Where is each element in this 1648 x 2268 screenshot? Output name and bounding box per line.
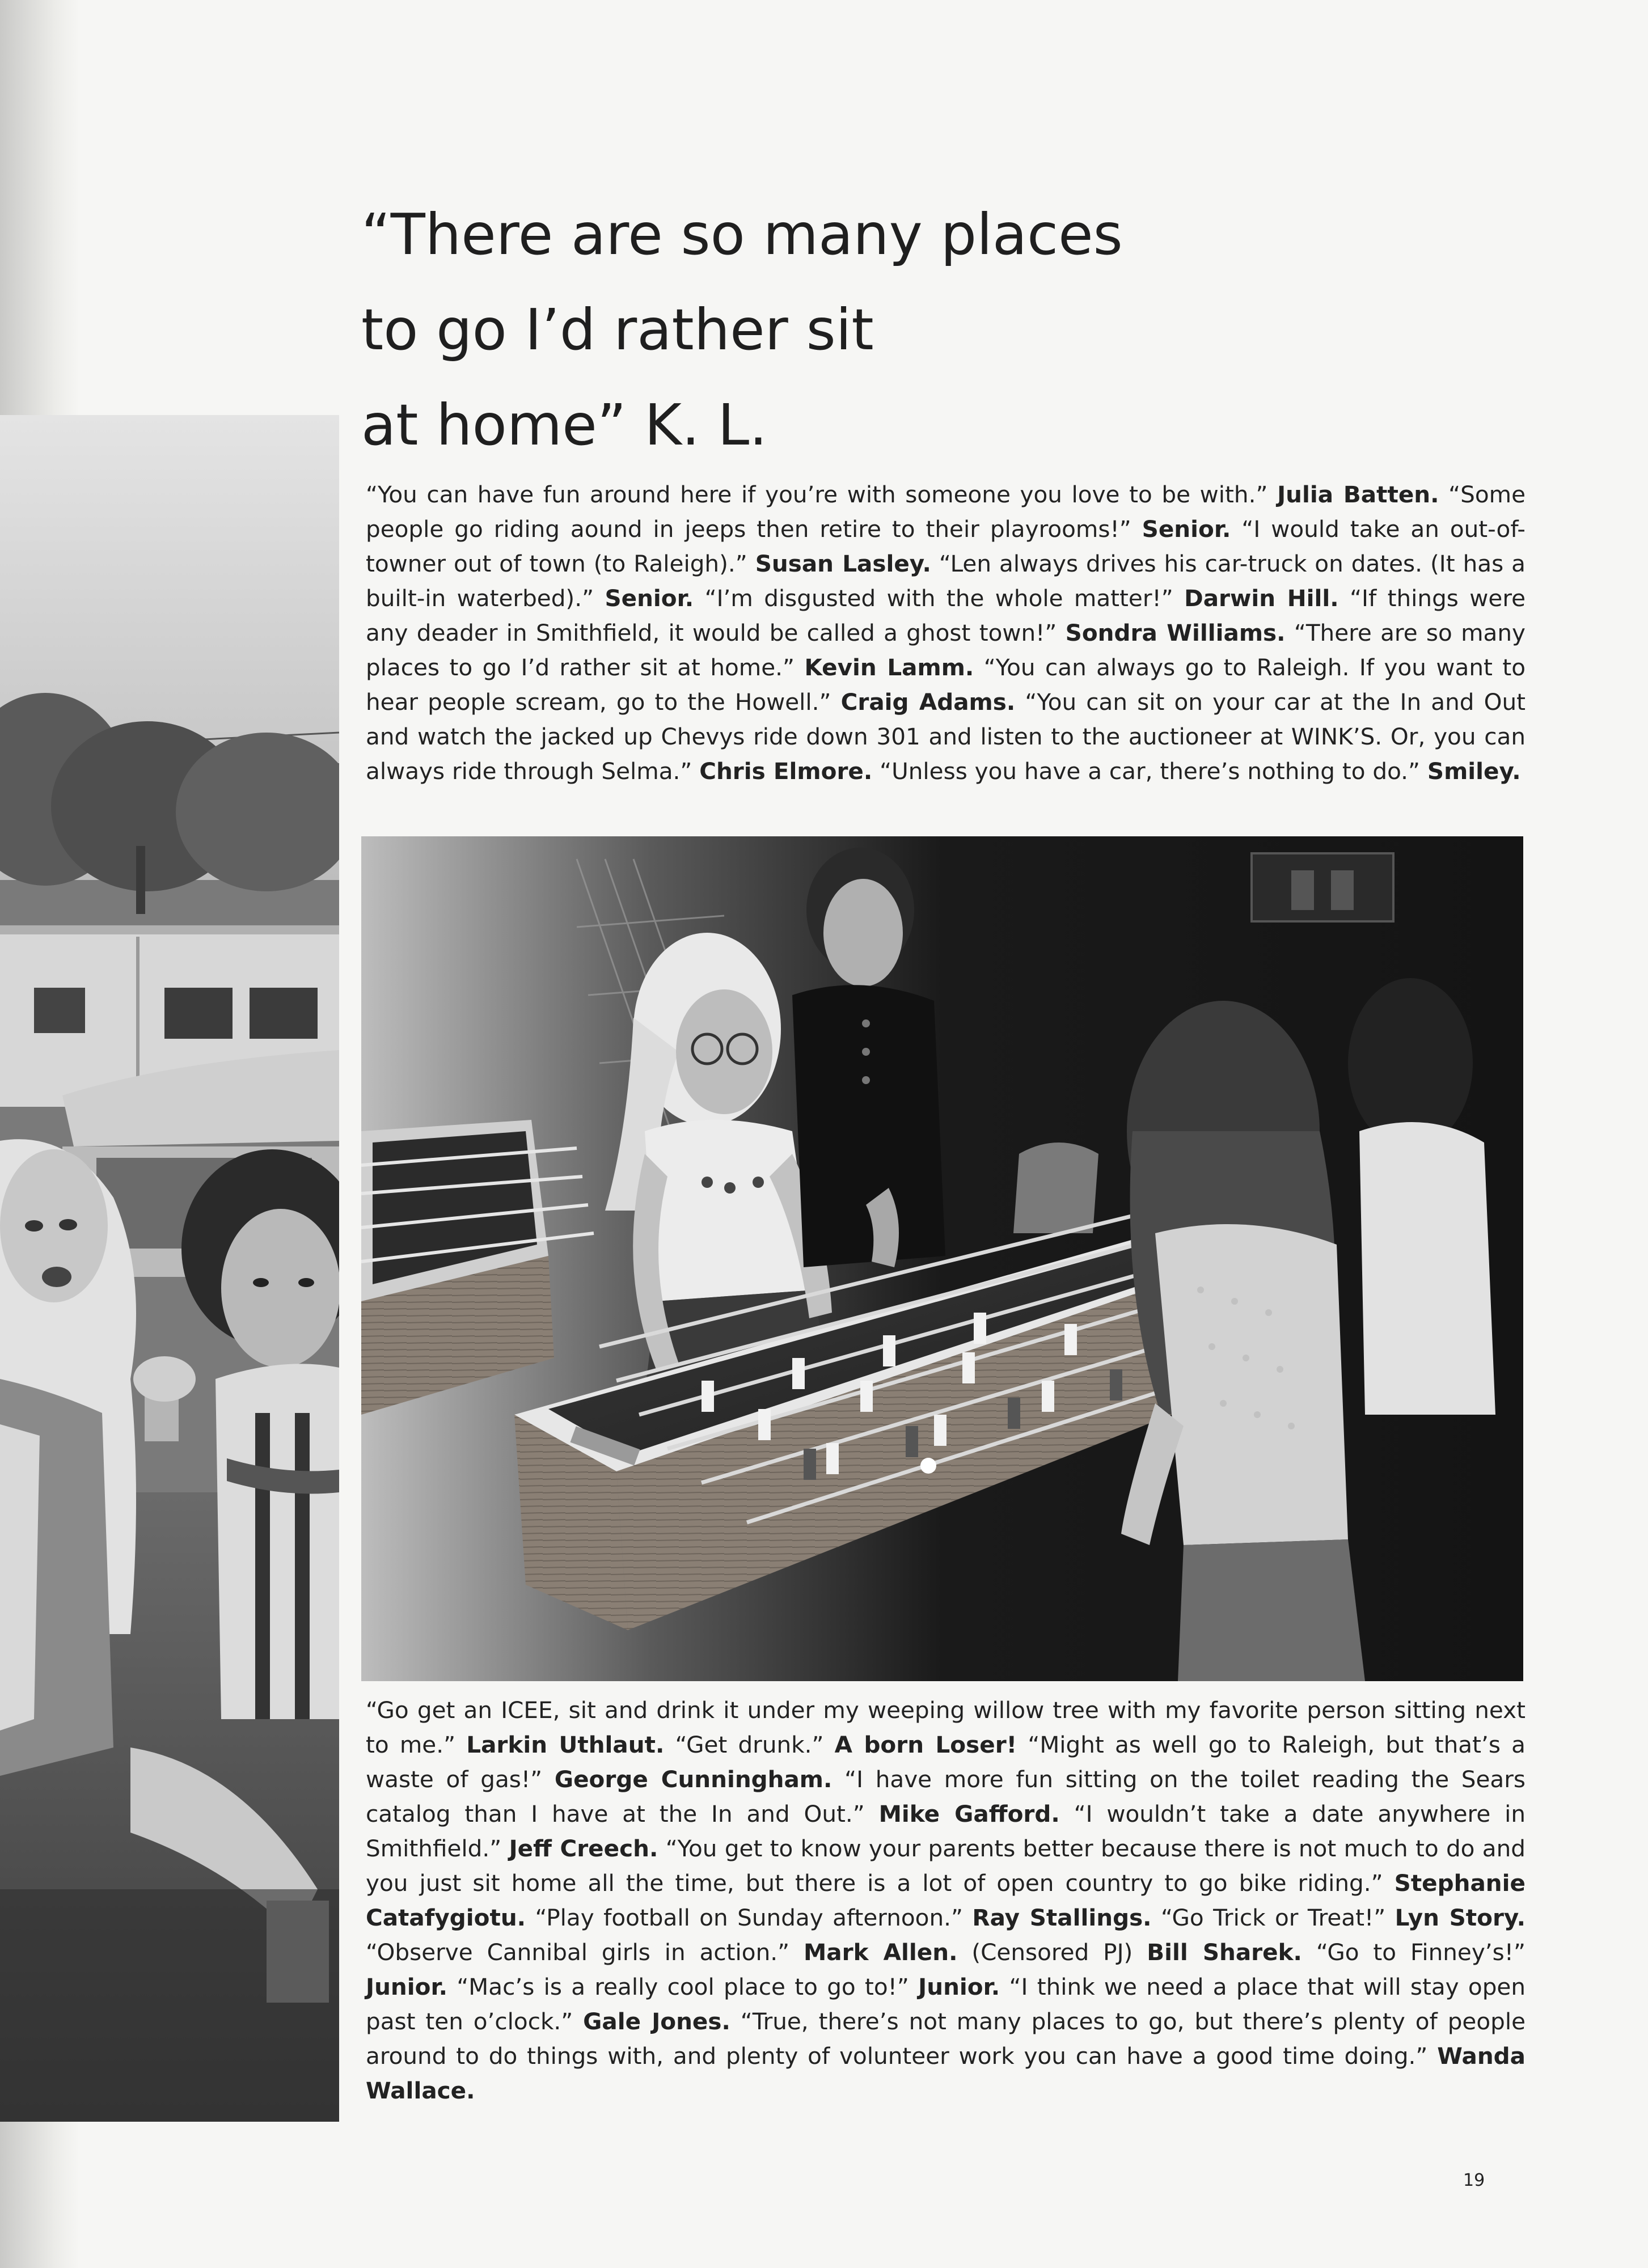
quote-attribution: Lyn Story. bbox=[1395, 1904, 1526, 1931]
quote-text: “I’m disgusted with the whole matter!” bbox=[694, 585, 1185, 612]
quote-text: “Unless you have a car, there’s nothing to do.” bbox=[872, 758, 1427, 785]
quote-text: “I wouldn’t take a date anywhere in Smithfield.” bbox=[366, 1800, 1526, 1862]
quote-attribution: Susan Lasley. bbox=[755, 550, 931, 577]
quote-text: “Observe Cannibal girls in action.” bbox=[366, 1939, 804, 1966]
quote-text: “You can always go to Raleigh. If you want to hear people scream, go to the Howell.” bbox=[366, 654, 1526, 716]
quote-attribution: Stephanie Catafygiotu. bbox=[366, 1869, 1526, 1931]
quote-text: “I have more fun sitting on the toilet reading the Sears catalog than I have at the In and Out.” bbox=[366, 1766, 1526, 1827]
quote-attribution: Jeff Creech. bbox=[509, 1835, 658, 1862]
student-quotes-bottom bbox=[366, 1693, 1526, 2108]
quote-text: “Go to Finney’s!” bbox=[1302, 1939, 1526, 1966]
quote-attribution: Wanda Wallace. bbox=[366, 2042, 1526, 2104]
quote-text: “Some people go riding aound in jeeps then retire to their playrooms!” bbox=[366, 481, 1526, 543]
quote-text: “Might as well go to Raleigh, but that’s a waste of gas!” bbox=[366, 1731, 1526, 1793]
outdoor-students-photo bbox=[0, 415, 339, 2122]
quote-text: “There are so many places to go I’d rather sit at home.” bbox=[366, 619, 1526, 681]
quote-attribution: Smiley. bbox=[1427, 758, 1521, 785]
quote-text: “If things were any deader in Smithfield, it would be called a ghost town!” bbox=[366, 585, 1526, 646]
quote-attribution: Bill Sharek. bbox=[1147, 1939, 1302, 1966]
quote-text: “Get drunk.” bbox=[664, 1731, 835, 1758]
quote-attribution: Senior. bbox=[605, 585, 694, 612]
quote-text: “Go Trick or Treat!” bbox=[1151, 1904, 1395, 1931]
quote-attribution: Gale Jones. bbox=[583, 2008, 730, 2035]
quote-attribution: Sondra Williams. bbox=[1065, 619, 1286, 646]
quote-attribution: Kevin Lamm. bbox=[804, 654, 974, 681]
quote-text: “You can have fun around here if you’re with someone you love to be with.” bbox=[366, 481, 1278, 508]
quote-text: “I think we need a place that will stay open past ten o’clock.” bbox=[366, 1973, 1526, 2035]
foosball-game-photo bbox=[361, 836, 1523, 1681]
quote-attribution: Mike Gafford. bbox=[878, 1800, 1060, 1827]
quote-text: “Len always drives his car-truck on dates. (It has a built-in waterbed).” bbox=[366, 550, 1526, 612]
quote-text: “Go get an ICEE, sit and drink it under my weeping willow tree with my favorite person sitting next to me.” bbox=[366, 1696, 1526, 1758]
quote-attribution: Craig Adams. bbox=[840, 688, 1016, 716]
quote-attribution: Junior. bbox=[366, 1973, 448, 2000]
headline-line-3: at home” K. L. bbox=[361, 392, 768, 458]
headline-line-2: to go I’d rather sit bbox=[361, 297, 874, 363]
page-headline bbox=[361, 187, 1382, 473]
quote-attribution: A born Loser! bbox=[834, 1731, 1017, 1758]
quote-attribution: Larkin Uthlaut. bbox=[466, 1731, 665, 1758]
quote-text: “Mac’s is a really cool place to go to!” bbox=[447, 1973, 919, 2000]
quote-attribution: Mark Allen. bbox=[804, 1939, 958, 1966]
quote-attribution: Chris Elmore. bbox=[699, 758, 873, 785]
quote-text: “I would take an out-of-towner out of town (to Raleigh).” bbox=[366, 515, 1526, 577]
quote-text: “You can sit on your car at the In and Out and watch the jacked up Chevys ride down 301 and listen to the auctioneer at WINK’S. Or, you can always ride through Selma.” bbox=[366, 688, 1526, 785]
quote-text: “Play football on Sunday afternoon.” bbox=[526, 1904, 973, 1931]
headline-line-1: “There are so many places bbox=[361, 201, 1123, 268]
quote-attribution: Julia Batten. bbox=[1277, 481, 1439, 508]
quote-text: “You get to know your parents better because there is not much to do and you just sit home all the time, but there is a lot of open country to go bike riding.” bbox=[366, 1835, 1526, 1897]
quote-attribution: Ray Stallings. bbox=[972, 1904, 1152, 1931]
student-quotes-top bbox=[366, 477, 1526, 789]
quote-text: (Censored PJ) bbox=[957, 1939, 1147, 1966]
quote-text: “True, there’s not many places to go, but there’s plenty of people around to do things with, and plenty of volunteer work you can have a good time doing.” bbox=[366, 2008, 1526, 2070]
page-number: 19 bbox=[1463, 2170, 1485, 2190]
quote-attribution: Senior. bbox=[1142, 515, 1231, 543]
quote-attribution: Darwin Hill. bbox=[1184, 585, 1339, 612]
quote-attribution: George Cunningham. bbox=[554, 1766, 833, 1793]
quote-attribution: Junior. bbox=[918, 1973, 1000, 2000]
